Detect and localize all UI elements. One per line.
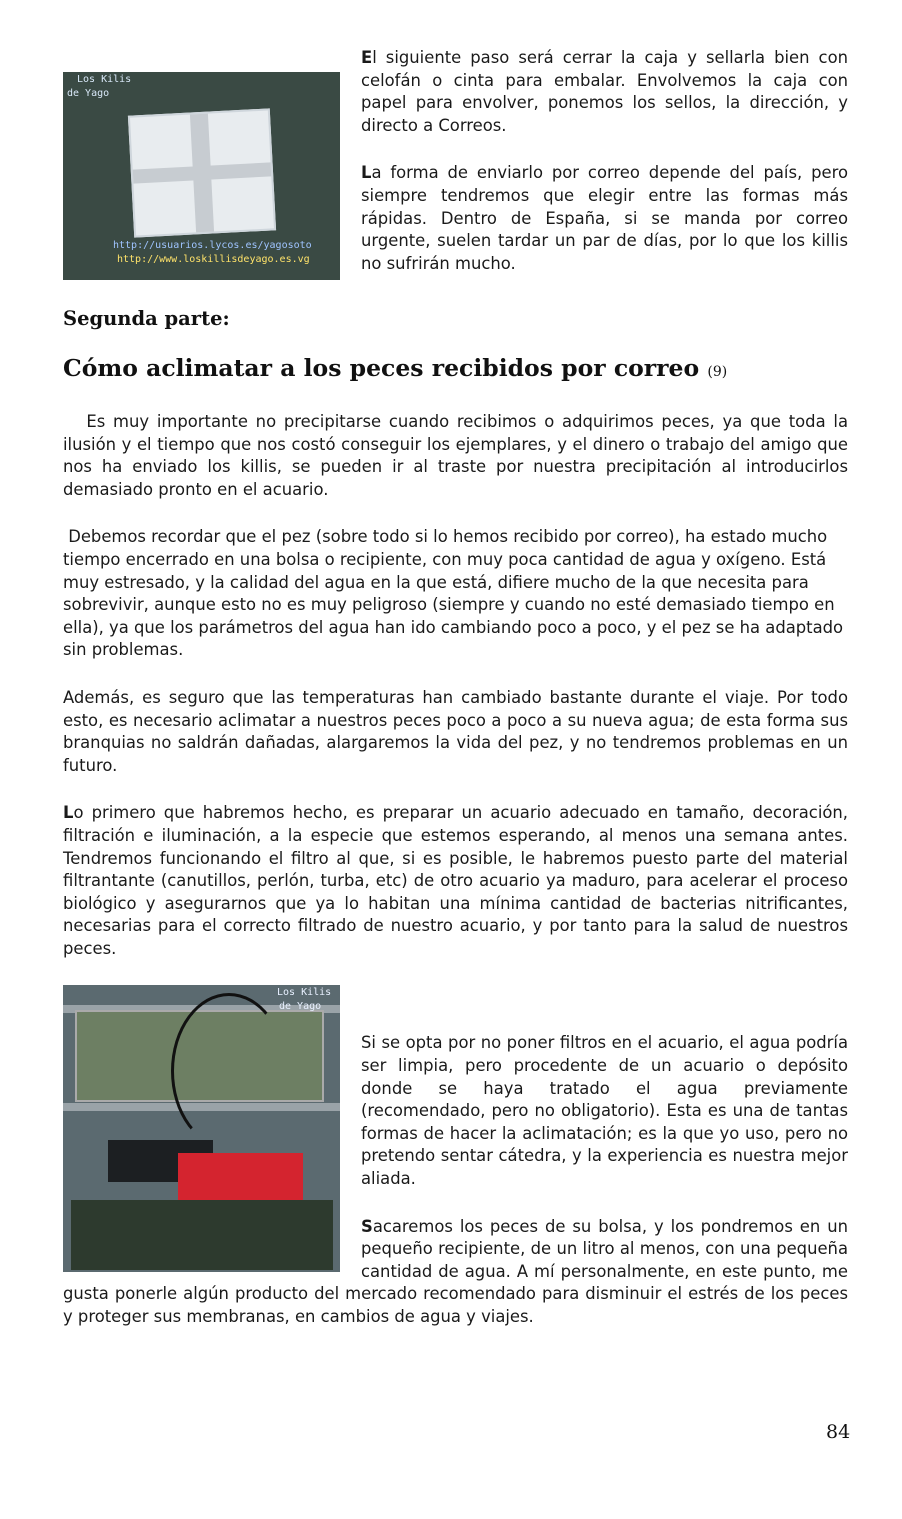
photo-aquarium-shelf xyxy=(63,985,340,1272)
section-label: Segunda parte: xyxy=(63,307,230,330)
photo-url-2: http://www.loskillisdeyago.es.vg xyxy=(117,254,310,265)
styrofoam-box-shape xyxy=(128,108,276,237)
lower-aquarium xyxy=(71,1200,333,1270)
heading-reference: (9) xyxy=(707,364,728,380)
watermark-line1: Los Kilis xyxy=(77,74,132,85)
air-tube xyxy=(171,993,287,1149)
paragraph-body-1: Es muy importante no precipitarse cuando recibimos o adquirimos peces, ya que toda la ilusión y el tiempo que nos costó conseguir los ejemplares, y el dinero o trabajo del amigo que nos ha enviado los killis, se pueden ir al traste por nuestra precipitación al introducirlos demasiado pronto en el acuario. xyxy=(63,412,854,499)
photo-styrofoam-box xyxy=(63,72,340,280)
watermark-line2: de Yago xyxy=(67,88,110,99)
paragraph-remove-fish: Sacaremos los peces de su bolsa, y los pondremos en un pequeño recipiente, de un litro al menos, con una pequeña cantidad de agua. A mí personalmente, en este punto, me gusta ponerle algún producto del mercado recomendado para disminuir el estrés de los peces y proteger sus membranas, en cambios de agua y viajes. xyxy=(63,1216,848,1326)
page-number: 84 xyxy=(826,1421,851,1443)
paragraph-body-3: Además, es seguro que las temperaturas han cambiado bastante durante el viaje. Por todo esto, es necesario aclimatar a nuestros peces poco a poco a su nueva agua; de esta forma sus branquias no saldrán dañadas, alargaremos la vida del pez, y no tendremos problemas en un futuro. xyxy=(63,687,848,775)
paragraph-preparation: Lo primero que habremos hecho, es preparar un acuario adecuado en tamaño, decoración, filtración e iluminación, a la especie que estemos esperando, al menos una semana antes. Tendremos funcionando el filtro al que, si es posible, le habremos puesto parte del material filtrantante (canutillos, perlón, turba, etc) de otro acuario ya maduro, para acelerar el proceso biológico y asegurarnos que ya lo habitan una mínima cantidad de bacterias nitrificantes, necesarias para el correcto filtrado de nuestro acuario, y por tanto para la salud de nuestros peces. xyxy=(63,803,848,958)
section-heading: Cómo aclimatar a los peces recibidos por correo (9) xyxy=(63,354,728,382)
paragraph-shipping: La forma de enviarlo por correo depende del país, pero siempre tendremos que elegir entre las formas más rápidas. Dentro de España, si se manda por correo urgente, suelen tardar un par de días, por lo que los killis no sufrirán mucho. xyxy=(361,163,848,273)
paragraph-sealing: El siguiente paso será cerrar la caja y sellarla bien con celofán o cinta para embalar. Envolvemos la caja con papel para envolver, ponemos los sellos, la dirección, y directo a Correos. xyxy=(361,48,848,135)
watermark-line1: Los Kilis xyxy=(277,987,332,999)
paragraph-no-filters: Si se opta por no poner filtros en el acuario, el agua podría ser limpia, pero procedente de un acuario o depósito donde se haya tratado el agua previamente (recomendado, pero no obligatorio). Esta es una de tantas formas de hacer la aclimatación; es la que yo uso, pero no pretendo sentar cátedra, y la experiencia es nuestra mejor aliada. xyxy=(361,1033,848,1189)
red-basket xyxy=(178,1153,303,1205)
watermark-line2: de Yago xyxy=(279,1001,322,1013)
photo-url-1: http://usuarios.lycos.es/yagosoto xyxy=(113,240,312,251)
paragraph-body-2: Debemos recordar que el pez (sobre todo si lo hemos recibido por correo), ha estado mucho tiempo encerrado en una bolsa o recipiente, con muy poca cantidad de agua y oxígeno. Está muy estresado, y la calidad del agua en la que está, difiere mucho de la que necesita para sobrevivir, aunque esto no es muy peligroso (siempre y cuando no esté demasiado tiempo en ella), ya que los parámetros del agua han ido cambiando poco a poco, y el pez se ha adaptado sin problemas. xyxy=(63,527,849,660)
page-content xyxy=(63,0,854,1329)
